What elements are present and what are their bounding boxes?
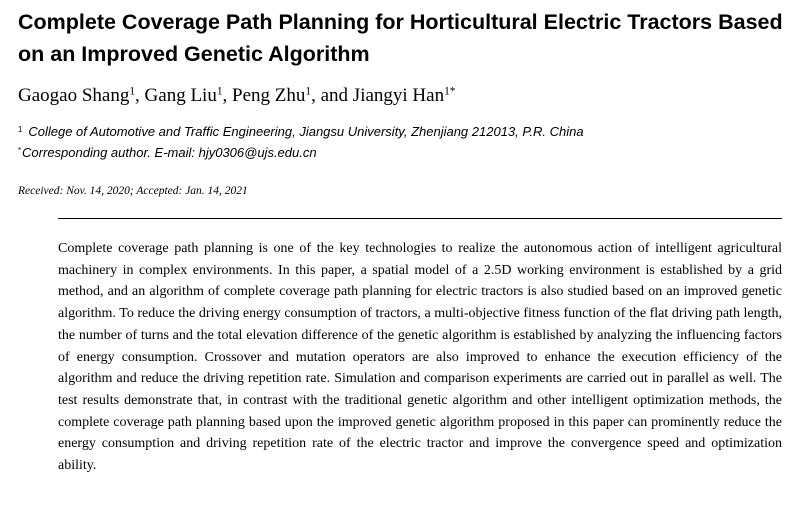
author-list [18, 84, 455, 108]
affiliation-marker: 1 [18, 124, 23, 134]
corresponding-text: Corresponding author. E-mail: hjy0306@ujs.edu.cn [22, 145, 317, 160]
author-name: Jiangyi Han [352, 85, 445, 106]
author-affiliation-marker: 1* [444, 85, 456, 98]
author-name: Peng Zhu [232, 85, 306, 106]
author-affiliation-marker: 1 [129, 85, 136, 98]
author-affiliation-marker: 1 [305, 85, 312, 98]
paper-title: Complete Coverage Path Planning for Horticultural Electric Tractors Based on an Improved Genetic Algorithm [18, 10, 783, 66]
affiliation [18, 123, 584, 141]
affiliation-text: College of Automotive and Traffic Engineering, Jiangsu University, Zhenjiang 212013, P.R. China [28, 124, 584, 139]
horizontal-rule [58, 218, 782, 219]
author-separator: , and [311, 85, 353, 106]
corresponding-marker: * [18, 145, 22, 155]
received-accepted-dates: Received: Nov. 14, 2020; Accepted: Jan. 14, 2021 [18, 185, 248, 197]
author-separator: , [222, 85, 233, 106]
author-name: Gang Liu [144, 85, 217, 106]
author-affiliation-marker: 1 [216, 85, 223, 98]
author-name: Gaogao Shang [18, 85, 130, 106]
author-separator: , [135, 85, 145, 106]
abstract: Complete coverage path planning is one of the key technologies to realize the autonomous action of intelligent agricultural machinery in complex environments. In this paper, a spatial model of a 2.5D working environment is established by a grid method, and an algorithm of complete coverage path planning for electric tractors is also studied based on an improved genetic algorithm. To reduce the driving energy consumption of tractors, a multi-objective fitness function of the flat driving path length, the number of turns and the total elevation difference of the genetic algorithm is established by analyzing the influencing factors of energy consumption. Crossover and mutation operators are also improved to enhance the execution efficiency of the algorithm and reduce the driving repetition rate. Simulation and comparison experiments are carried out in parallel as well. The test results demonstrate that, in contrast with the traditional genetic algorithm and other intelligent optimization methods, the complete coverage path planning based upon the improved genetic algorithm proposed in this paper can prominently reduce the energy consumption and driving repetition rate of the electric tractor and improve the convergence speed and optimization ability. [58, 241, 782, 474]
corresponding-author [18, 144, 317, 162]
